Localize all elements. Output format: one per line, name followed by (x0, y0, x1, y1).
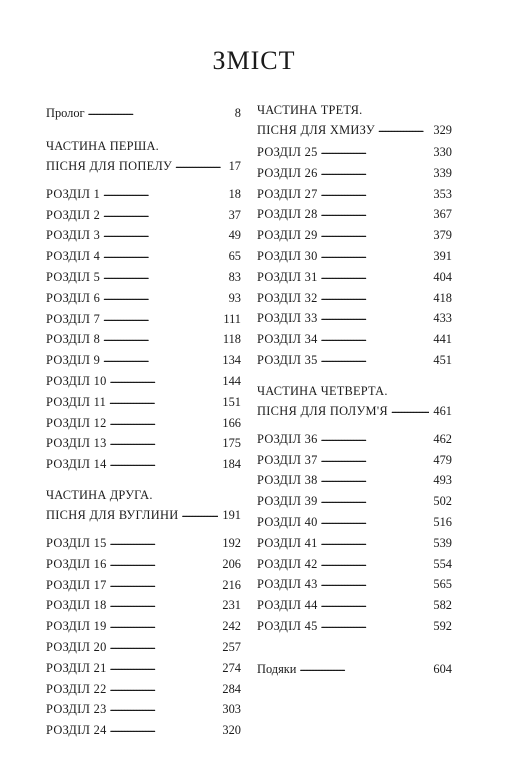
chapter-page: 367 (433, 207, 452, 222)
chapter-page: 65 (228, 249, 241, 264)
dot-leader (321, 327, 430, 350)
chapter-label: РОЗДІЛ 16 (46, 556, 107, 571)
chapter-page: 184 (222, 457, 241, 472)
part-title-entry (257, 120, 452, 140)
chapter-label: РОЗДІЛ 23 (46, 702, 107, 717)
chapter-label: РОЗДІЛ 6 (46, 290, 101, 305)
chapter-label: РОЗДІЛ 17 (46, 577, 107, 592)
dot-leader (321, 244, 430, 267)
part-title: ПІСНЯ ДЛЯ ХМИЗУ (257, 123, 375, 137)
toc-chapter-entry[interactable] (257, 329, 452, 350)
dot-leader (321, 348, 430, 371)
chapter-label: РОЗДІЛ 45 (257, 618, 318, 633)
toc-chapter-entry[interactable] (46, 554, 241, 575)
chapter-label: РОЗДІЛ 43 (257, 577, 318, 592)
dot-leader (321, 510, 430, 533)
dot-leader (321, 161, 430, 184)
chapter-page: 257 (222, 639, 241, 654)
chapter-page: 18 (228, 186, 241, 201)
part-title-entry (46, 505, 241, 525)
dot-leader (110, 677, 219, 700)
dot-leader (321, 202, 430, 225)
entry-label: Пролог (46, 106, 85, 120)
chapter-page: 353 (433, 186, 452, 201)
toc-chapter-entry[interactable] (257, 491, 452, 512)
chapter-page: 93 (228, 290, 241, 305)
chapter-label: РОЗДІЛ 25 (257, 145, 318, 159)
chapter-label: РОЗДІЛ 18 (46, 598, 107, 613)
part4-chapter-list (257, 429, 452, 637)
dot-leader (391, 399, 429, 421)
dot-leader (321, 448, 430, 471)
toc-chapter-entry[interactable] (257, 184, 452, 205)
toc-chapter-entry[interactable] (46, 616, 241, 637)
chapter-page: 166 (222, 415, 241, 430)
dot-leader (103, 203, 224, 226)
chapter-page: 391 (433, 248, 452, 263)
chapter-page: 554 (433, 556, 452, 571)
toc-chapter-entry[interactable] (46, 205, 241, 226)
chapter-label: РОЗДІЛ 28 (257, 207, 318, 222)
chapter-label: РОЗДІЛ 24 (46, 723, 107, 738)
entry-page: 604 (433, 661, 452, 676)
chapter-label: РОЗДІЛ 3 (46, 228, 101, 243)
chapter-label: РОЗДІЛ 4 (46, 249, 101, 264)
chapter-page: 83 (228, 269, 241, 284)
dot-leader (110, 656, 219, 679)
part-heading: ЧАСТИНА ПЕРША. (46, 138, 159, 153)
chapter-page: 379 (433, 228, 452, 243)
part3-chapter-list (257, 142, 452, 371)
toc-chapter-entry[interactable] (46, 225, 241, 246)
dot-leader (321, 489, 430, 512)
entry-page: 17 (228, 158, 241, 173)
chapter-page: 493 (433, 473, 452, 488)
entry-page: 461 (433, 403, 452, 418)
toc-chapter-entry[interactable] (46, 637, 241, 658)
chapter-label: РОЗДІЛ 10 (46, 373, 107, 388)
part-title-entry (257, 401, 452, 421)
chapter-page: 118 (222, 332, 241, 347)
chapter-label: РОЗДІЛ 30 (257, 248, 318, 263)
dot-leader (110, 452, 219, 475)
dot-leader (321, 182, 430, 205)
toc-chapter-entry[interactable] (46, 413, 241, 434)
part-title: ПІСНЯ ДЛЯ ПОПЕЛУ (46, 158, 173, 173)
toc-chapter-entry[interactable] (257, 450, 452, 471)
chapter-label: РОЗДІЛ 29 (257, 228, 318, 243)
chapter-label: РОЗДІЛ 40 (257, 514, 318, 529)
dot-leader (88, 101, 231, 124)
chapter-page: 175 (222, 436, 241, 451)
chapter-page: 242 (222, 619, 241, 634)
toc-chapter-entry[interactable] (257, 429, 452, 450)
chapter-page: 339 (433, 165, 452, 180)
toc-chapter-entry[interactable] (46, 720, 241, 741)
dot-leader (321, 468, 430, 491)
chapter-page: 330 (433, 145, 452, 159)
chapter-page: 303 (222, 702, 241, 717)
dot-leader (110, 369, 219, 392)
toc-chapter-entry[interactable] (257, 512, 452, 533)
dot-leader (110, 411, 219, 434)
chapter-label: РОЗДІЛ 39 (257, 494, 318, 509)
chapter-label: РОЗДІЛ 7 (46, 311, 101, 326)
chapter-label: РОЗДІЛ 14 (46, 457, 107, 472)
dot-leader (321, 572, 430, 595)
toc-chapter-entry[interactable] (46, 329, 241, 350)
dot-leader (321, 531, 430, 554)
chapter-label: РОЗДІЛ 38 (257, 473, 318, 488)
toc-chapter-entry[interactable] (257, 308, 452, 329)
toc-part-4[interactable] (257, 381, 452, 421)
entry-page: 191 (222, 507, 241, 522)
dot-leader (321, 614, 430, 637)
chapter-page: 37 (228, 207, 241, 222)
toc-right-column (257, 103, 452, 680)
chapter-label: РОЗДІЛ 15 (46, 535, 107, 550)
dot-leader (110, 431, 219, 454)
chapter-label: РОЗДІЛ 33 (257, 311, 318, 326)
chapter-label: РОЗДІЛ 11 (46, 394, 107, 409)
toc-chapter-entry[interactable] (257, 246, 452, 267)
chapter-page: 441 (433, 332, 452, 347)
toc-part-3[interactable] (257, 100, 452, 140)
toc-chapter-entry[interactable] (46, 595, 241, 616)
chapter-page: 462 (433, 431, 452, 446)
toc-chapter-entry[interactable] (257, 142, 452, 163)
chapter-label: РОЗДІЛ 41 (257, 535, 318, 550)
dot-leader (321, 140, 430, 163)
chapter-page: 134 (222, 353, 241, 368)
chapter-label: РОЗДІЛ 32 (257, 290, 318, 305)
dot-leader (321, 265, 430, 288)
dot-leader (110, 593, 219, 616)
chapter-label: РОЗДІЛ 26 (257, 165, 318, 180)
chapter-page: 192 (222, 535, 241, 550)
chapter-page: 320 (222, 723, 241, 738)
toc-chapter-entry[interactable] (46, 533, 241, 554)
chapter-label: РОЗДІЛ 35 (257, 352, 318, 367)
entry-label: Подяки (257, 661, 297, 676)
toc-chapter-entry[interactable] (46, 575, 241, 596)
dot-leader (378, 118, 429, 140)
dot-leader (103, 182, 224, 205)
chapter-label: РОЗДІЛ 20 (46, 639, 107, 654)
chapter-page: 151 (222, 394, 241, 409)
part2-chapter-list (46, 533, 241, 741)
dot-leader (103, 223, 224, 246)
chapter-label: РОЗДІЛ 13 (46, 436, 107, 451)
toc-chapter-entry[interactable] (257, 616, 452, 637)
chapter-page: 582 (433, 598, 452, 613)
dot-leader (321, 593, 430, 616)
toc-chapter-entry[interactable] (46, 392, 241, 413)
dot-leader (110, 718, 219, 741)
toc-chapter-entry[interactable] (46, 350, 241, 371)
dot-leader (103, 244, 224, 267)
chapter-page: 516 (433, 514, 452, 529)
dot-leader (321, 223, 430, 246)
dot-leader (110, 552, 219, 575)
chapter-page: 144 (222, 373, 241, 388)
chapter-label: РОЗДІЛ 5 (46, 269, 101, 284)
chapter-page: 49 (228, 228, 241, 243)
chapter-label: РОЗДІЛ 44 (257, 598, 318, 613)
chapter-label: РОЗДІЛ 1 (46, 186, 101, 201)
chapter-page: 479 (433, 452, 452, 467)
toc-entry-thanks[interactable] (257, 659, 452, 680)
toc-chapter-entry[interactable] (257, 225, 452, 246)
dot-leader (299, 657, 429, 680)
chapter-page: 565 (433, 577, 452, 592)
chapter-page: 539 (433, 535, 452, 550)
chapter-label: РОЗДІЛ 36 (257, 431, 318, 446)
chapter-label: РОЗДІЛ 21 (46, 660, 107, 675)
dot-leader (175, 154, 225, 176)
toc-chapter-entry[interactable] (46, 371, 241, 392)
chapter-page: 111 (223, 311, 241, 326)
chapter-page: 231 (222, 598, 241, 613)
toc-chapter-entry[interactable] (46, 184, 241, 205)
toc-chapter-entry[interactable] (257, 595, 452, 616)
toc-chapter-entry[interactable] (257, 533, 452, 554)
chapter-label: РОЗДІЛ 12 (46, 415, 107, 430)
dot-leader (103, 265, 224, 288)
dot-leader (103, 327, 219, 350)
toc-chapter-entry[interactable] (46, 454, 241, 475)
dot-leader (181, 503, 218, 525)
dot-leader (321, 306, 430, 329)
chapter-page: 502 (433, 494, 452, 509)
chapter-page: 206 (222, 556, 241, 571)
toc-chapter-entry[interactable] (46, 658, 241, 679)
toc-chapter-entry[interactable] (257, 554, 452, 575)
chapter-label: РОЗДІЛ 31 (257, 269, 318, 284)
chapter-label: РОЗДІЛ 34 (257, 332, 318, 347)
chapter-label: РОЗДІЛ 37 (257, 452, 318, 467)
toc-part-1[interactable] (46, 136, 241, 176)
toc-chapter-entry[interactable] (257, 288, 452, 309)
entry-page: 8 (234, 106, 241, 120)
toc-chapter-entry[interactable] (257, 574, 452, 595)
chapter-label: РОЗДІЛ 9 (46, 353, 101, 368)
entry-page: 329 (433, 123, 452, 137)
toc-chapter-entry[interactable] (46, 309, 241, 330)
chapter-label: РОЗДІЛ 22 (46, 681, 107, 696)
toc-chapter-entry[interactable] (46, 699, 241, 720)
chapter-page: 274 (222, 660, 241, 675)
dot-leader (110, 573, 219, 596)
toc-part-2[interactable] (46, 485, 241, 525)
toc-chapter-entry[interactable] (46, 288, 241, 309)
toc-left-column (46, 103, 241, 741)
dot-leader (321, 286, 430, 309)
chapter-page: 451 (433, 352, 452, 367)
chapter-label: РОЗДІЛ 8 (46, 332, 101, 347)
dot-leader (103, 286, 224, 309)
part-heading: ЧАСТИНА ЧЕТВЕРТА. (257, 383, 388, 398)
dot-leader (110, 614, 219, 637)
dot-leader (321, 552, 430, 575)
part-title: ПІСНЯ ДЛЯ ВУГЛИНИ (46, 507, 179, 522)
part-heading: ЧАСТИНА ТРЕТЯ. (257, 103, 363, 117)
chapter-page: 592 (433, 618, 452, 633)
toc-chapter-entry[interactable] (46, 246, 241, 267)
toc-chapter-entry[interactable] (257, 470, 452, 491)
part1-chapter-list (46, 184, 241, 475)
chapter-page: 284 (222, 681, 241, 696)
toc-chapter-entry[interactable] (46, 267, 241, 288)
dot-leader (110, 531, 219, 554)
part-title: ПІСНЯ ДЛЯ ПОЛУМ'Я (257, 403, 388, 418)
chapter-label: РОЗДІЛ 42 (257, 556, 318, 571)
dot-leader (110, 697, 219, 720)
toc-chapter-entry[interactable] (257, 204, 452, 225)
chapter-label: РОЗДІЛ 27 (257, 186, 318, 201)
dot-leader (109, 390, 218, 413)
toc-chapter-entry[interactable] (257, 267, 452, 288)
dot-leader (103, 307, 219, 330)
toc-chapter-entry[interactable] (257, 163, 452, 184)
chapter-page: 216 (222, 577, 241, 592)
chapter-page: 404 (433, 269, 452, 284)
dot-leader (103, 348, 218, 371)
chapter-page: 418 (433, 290, 452, 305)
part-title-entry (46, 156, 241, 176)
toc-chapter-entry[interactable] (46, 433, 241, 454)
chapter-label: РОЗДІЛ 2 (46, 207, 101, 222)
toc-chapter-entry[interactable] (46, 679, 241, 700)
toc-entry-prolog[interactable] (46, 103, 241, 124)
page-title: ЗМІСТ (212, 46, 296, 75)
toc-chapter-entry[interactable] (257, 350, 452, 371)
part-heading: ЧАСТИНА ДРУГА. (46, 487, 153, 502)
chapter-label: РОЗДІЛ 19 (46, 619, 107, 634)
dot-leader (321, 427, 430, 450)
dot-leader (110, 635, 219, 658)
chapter-page: 433 (433, 311, 452, 326)
